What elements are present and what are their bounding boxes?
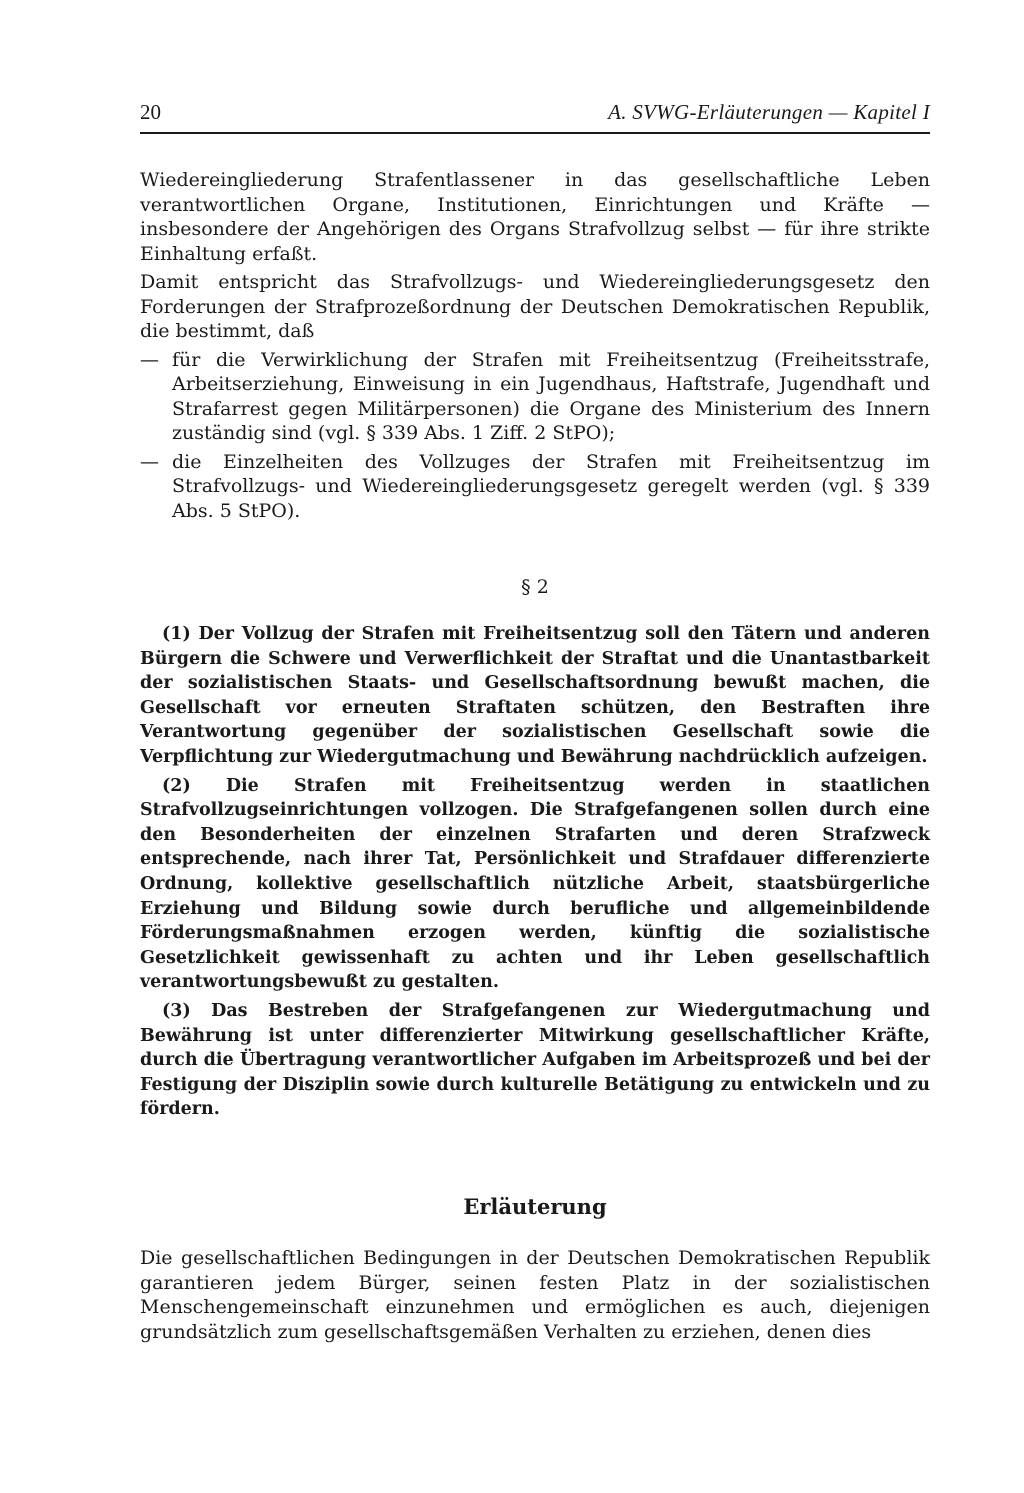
dash-bullet: — bbox=[140, 348, 159, 371]
intro-paragraph-2: Damit entspricht das Strafvollzugs- und Wiedereingliederungsgesetz den Forderungen der Strafprozeßordnung der Deutschen Demokratischen Republik, die bestimmt, daß bbox=[140, 271, 930, 342]
section-mark: § 2 bbox=[521, 576, 549, 598]
list-item bbox=[140, 348, 930, 446]
page-number: 20 bbox=[140, 100, 161, 124]
law-paragraph-1: (1) Der Vollzug der Strafen mit Freiheitsentzug soll den Tätern und anderen Bürgern die Schwere und Verwerflichkeit der Straftat und die Unantastbarkeit der sozialistischen Staats- und Gesellschaftsordnung bewußt machen, die Gesellschaft vor erneuten Straftaten schützen, den Bestraften ihre Verantwortung gegenüber der sozialistischen Gesellschaft sowie die Verpflichtung zur Wiedergutmachung und Bewährung nachdrücklich aufzeigen. bbox=[140, 624, 930, 767]
list-item bbox=[140, 450, 930, 524]
header-rule bbox=[140, 132, 930, 134]
running-head: A. SVWG-Erläuterungen — Kapitel I bbox=[608, 100, 930, 124]
intro-text bbox=[140, 168, 930, 527]
law-paragraph-2: (2) Die Strafen mit Freiheitsentzug werden in staatlichen Strafvollzugseinrichtungen vollzogen. Die Strafgefangenen sollen durch eine den Besonderheiten der einzelnen Strafarten und deren Strafzweck entsprechende, nach ihrer Tat, Persönlichkeit und Strafdauer differenzierte Ordnung, kollektive gesellschaftlich nützliche Arbeit, staatsbürgerliche Erziehung und Bildung sowie durch berufliche und allgemeinbildende Förderungsmaßnahmen erzogen werden, künftig die sozialistische Gesetzlichkeit gewissenhaft zu achten und ihr Leben gesellschaftlich verantwortungsbewußt zu gestalten. bbox=[140, 775, 930, 993]
list-item-text: die Einzelheiten des Vollzuges der Strafen mit Freiheitsentzug im Strafvollzugs- und Wiedereingliederungsgesetz geregelt werden (vgl. § 339 Abs. 5 StPO). bbox=[172, 450, 930, 522]
commentary-paragraph: Die gesellschaftlichen Bedingungen in der Deutschen Demokratischen Republik garantieren jedem Bürger, seinen festen Platz in der sozialistischen Menschengemeinschaft einzunehmen und ermöglichen es auch, diejenigen grundsätzlich zum gesellschaftsgemäßen Verhalten zu erziehen, denen dies bbox=[140, 1247, 930, 1343]
law-paragraph-3: (3) Das Bestreben der Strafgefangenen zur Wiedergutmachung und Bewährung ist unter differenzierter Mitwirkung gesellschaftlicher Kräfte, durch die Übertragung verantwortlicher Aufgaben im Arbeitsprozeß und bei der Festigung der Disziplin sowie durch kulturelle Betätigung zu entwickeln und zu fördern. bbox=[140, 1000, 930, 1120]
intro-paragraph-1: Wiedereingliederung Strafentlassener in das gesellschaftliche Leben verantwortlichen Organe, Institutionen, Einrichtungen und Kräfte — insbesondere der Angehörigen des Organs Strafvollzug selbst — für ihre strikte Einhaltung erfaßt. bbox=[140, 169, 930, 265]
list-item-text: für die Verwirklichung der Strafen mit Freiheitsentzug (Freiheitsstrafe, Arbeitserziehung, Einweisung in ein Jugendhaus, Haftstrafe, Jugendhaft und Strafarrest gegen Militärpersonen) die Organe des Ministerium des Innern zuständig sind (vgl. § 339 Abs. 1 Ziff. 2 StPO); bbox=[172, 348, 930, 444]
commentary-heading: Erläuterung bbox=[463, 1194, 607, 1219]
dash-bullet: — bbox=[140, 450, 159, 473]
law-text bbox=[140, 622, 930, 1126]
commentary-text bbox=[140, 1246, 930, 1348]
page-header bbox=[140, 100, 930, 134]
